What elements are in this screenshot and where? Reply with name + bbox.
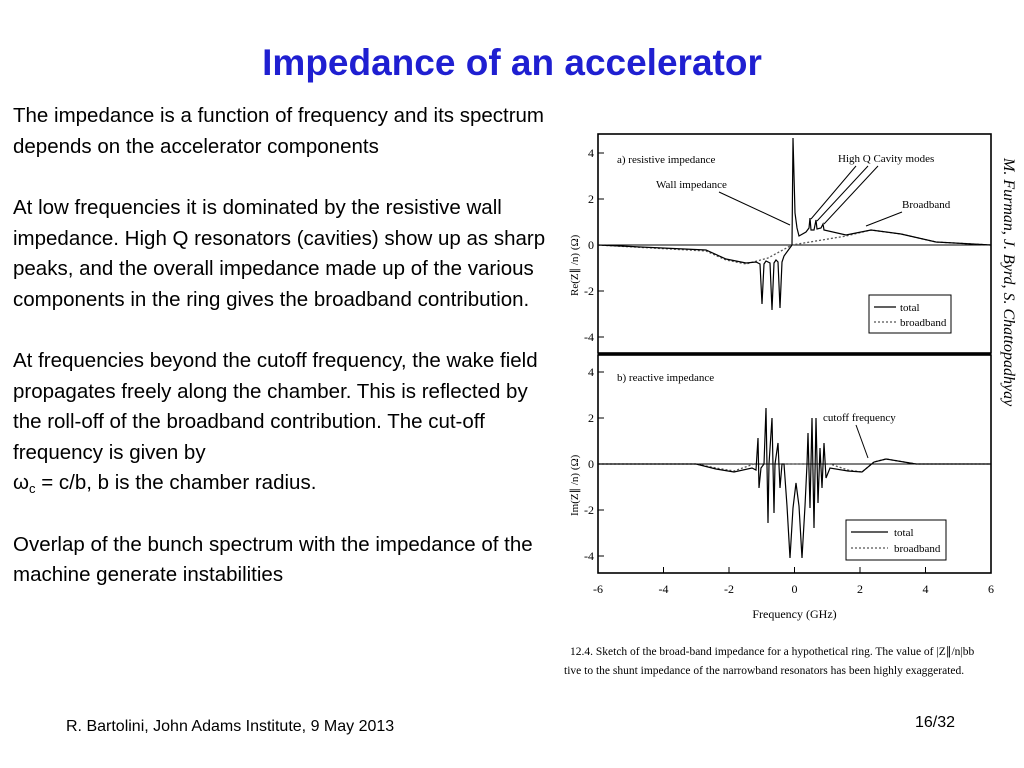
broadband-arrow (866, 212, 902, 226)
cutoff-formula-rest: = c/b, b is the chamber radius. (35, 471, 317, 494)
x-tick-2: 2 (857, 582, 863, 596)
panel-b-title: b) reactive impedance (617, 372, 715, 384)
panel-a-legend-total: total (900, 302, 920, 314)
impedance-figure (556, 118, 1024, 698)
panel-b-legend-broadband: broadband (894, 543, 941, 555)
panel-a-y-label: Re(Z∥ /n) (Ω) (569, 234, 581, 296)
panel-a-legend-broadband: broadband (900, 317, 947, 329)
x-tick-neg6: -6 (593, 582, 603, 596)
page-number: 16/32 (915, 714, 956, 731)
x-tick-6: 6 (988, 582, 994, 596)
panel-a-y-tick-neg4: -4 (584, 330, 594, 344)
slide-title: Impedance of an accelerator (262, 42, 762, 83)
panel-b-y-tick-0: 0 (588, 457, 594, 471)
x-axis-label: Frequency (GHz) (752, 607, 837, 621)
paragraph-2: At low frequencies it is dominated by the resistive wall impedance. High Q resonators (cavities) show up as sharp peaks, and the overall impedance made up of the various components in the ring gives the broadband contribution. (13, 196, 546, 311)
paragraph-3-text: At frequencies beyond the cutoff frequency, the wake field propagates freely along the chamber. This is reflected by the roll-off of the broadband contribution. The cut-off frequency is given by (13, 349, 538, 464)
wall-impedance-arrow (719, 192, 790, 225)
panel-b-y-tick-4: 4 (588, 365, 594, 379)
panel-a-title: a) resistive impedance (617, 154, 716, 166)
panel-b-broadband-curve (598, 459, 991, 472)
handwritten-note: M. Furman, J. Byrd, S. Chattopadhyay (1000, 158, 1017, 407)
body-text (13, 101, 561, 591)
figure-caption-line-2: tive to the shunt impedance of the narrowband resonators has been highly exaggerated. (564, 665, 965, 677)
panel-a-broadband-curve (598, 230, 991, 264)
wall-impedance-label: Wall impedance (656, 179, 727, 191)
panel-b-legend-total: total (894, 527, 914, 539)
x-ticks (598, 567, 991, 573)
figure-caption-line-1: 12.4. Sketch of the broad-band impedance for a hypothetical ring. The value of |Z∥/n|bb (570, 646, 975, 658)
cavity-modes-label: High Q Cavity modes (838, 153, 935, 165)
omega-symbol: ω (13, 471, 30, 494)
panel-a-y-tick-2: 2 (588, 192, 594, 206)
panel-a-y-tick-4: 4 (588, 146, 594, 160)
panel-a-y-tick-neg2: -2 (584, 284, 594, 298)
x-tick-neg4: -4 (658, 582, 669, 596)
paragraph-4: Overlap of the bunch spectrum with the impedance of the machine generate instabilities (13, 532, 533, 586)
omega-subscript: c (29, 481, 36, 496)
paragraph-1: The impedance is a function of frequency and its spectrum depends on the accelerator components (13, 104, 545, 158)
panel-b-y-label: Im(Z∥ /n) (Ω) (569, 454, 581, 516)
footer-text: R. Bartolini, John Adams Institute, 9 May 2013 (66, 718, 395, 735)
broadband-label: Broadband (902, 199, 951, 211)
impedance-figure-svg (556, 118, 1024, 698)
cutoff-frequency-label: cutoff frequency (823, 412, 896, 424)
x-tick-neg2: -2 (724, 582, 734, 596)
paragraph-3 (13, 346, 561, 499)
panel-b-y-tick-2: 2 (588, 411, 594, 425)
x-tick-4: 4 (922, 582, 929, 596)
panel-b-y-tick-neg2: -2 (584, 503, 594, 517)
x-tick-0: 0 (791, 582, 798, 596)
cavity-modes-arrows (811, 166, 878, 224)
panel-a-y-tick-0: 0 (588, 238, 594, 252)
panel-b-y-tick-neg4: -4 (584, 549, 594, 563)
cutoff-frequency-arrow (856, 425, 868, 458)
